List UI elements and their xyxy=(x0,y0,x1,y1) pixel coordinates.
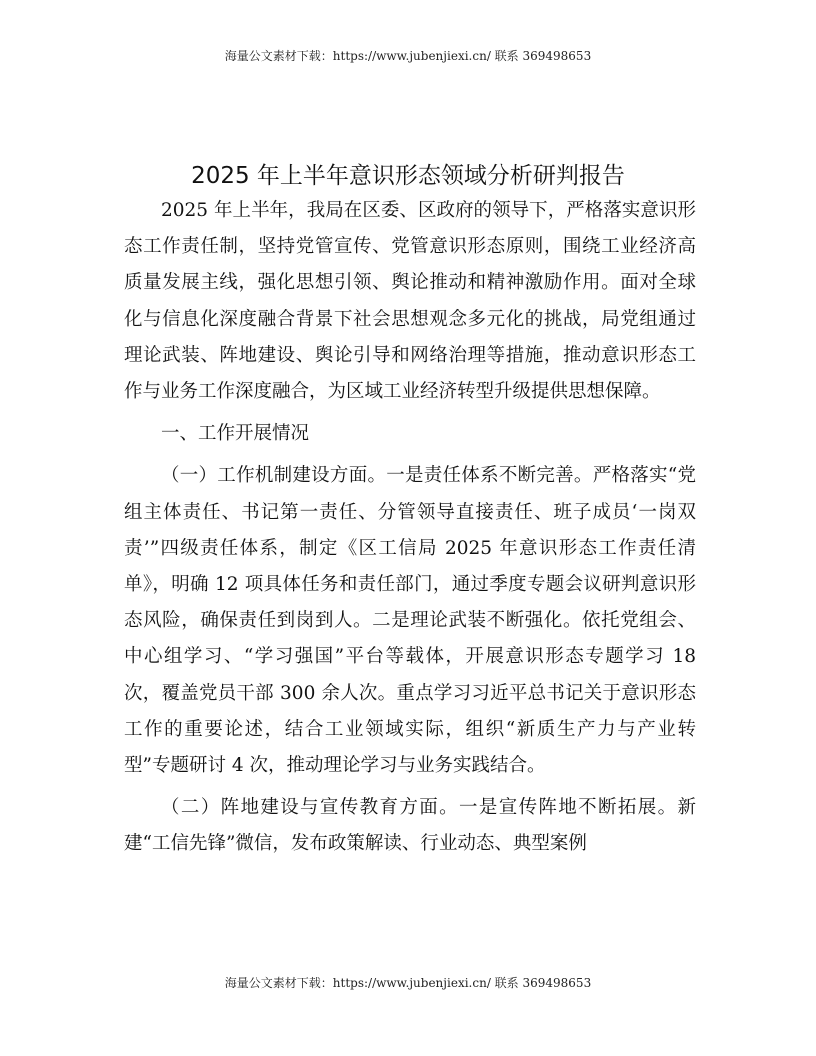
footer-watermark-note: 海量公文素材下载：https://www.jubenjiexi.cn/ 联系 369498653 xyxy=(224,976,592,990)
section-heading: 一、工作开展情况 xyxy=(161,423,310,445)
section-paragraph: （一）工作机制建设方面。一是责任体系不断完善。严格落实“党组主体责任、书记第一责任、分管领导直接责任、班子成员‘一岗双责’”四级责任体系，制定《区工信局 2025 年意识形态工作责任清单》，明确 12 项具体任务和责任部门，通过季度专题会议研判意识形态风险，确保责任到岗到人。二是理论武装不断强化。依托党组会、中心组学习、“学习强国”平台等载体，开展意识形态专题学习 18 次，覆盖党员干部 300 余人次。重点学习习近平总书记关于意识形态工作的重要论述，结合工业领域实际，组织“新质生产力与产业转型”专题研讨 4 次，推动理论学习与业务实践结合。 xyxy=(124,465,696,777)
section-paragraph: （二）阵地建设与宣传教育方面。一是宣传阵地不断拓展。新建“工信先锋”微信，发布政策解读、行业动态、典型案例 xyxy=(124,797,696,855)
header-watermark-note: 海量公文素材下载：https://www.jubenjiexi.cn/ 联系 369498653 xyxy=(224,49,592,63)
intro-paragraph: 2025 年上半年，我局在区委、区政府的领导下，严格落实意识形态工作责任制，坚持党管宣传、党管意识形态原则，围绕工业经济高质量发展主线，强化思想引领、舆论推动和精神激励作用。面对全球化与信息化深度融合背景下社会思想观念多元化的挑战，局党组通过理论武装、阵地建设、舆论引导和网络治理等措施，推动意识形态工作与业务工作深度融合，为区域工业经济转型升级提供思想保障。 xyxy=(124,200,696,403)
document-title: 2025 年上半年意识形态领域分析研判报告 xyxy=(191,163,625,190)
document-body xyxy=(124,193,696,863)
